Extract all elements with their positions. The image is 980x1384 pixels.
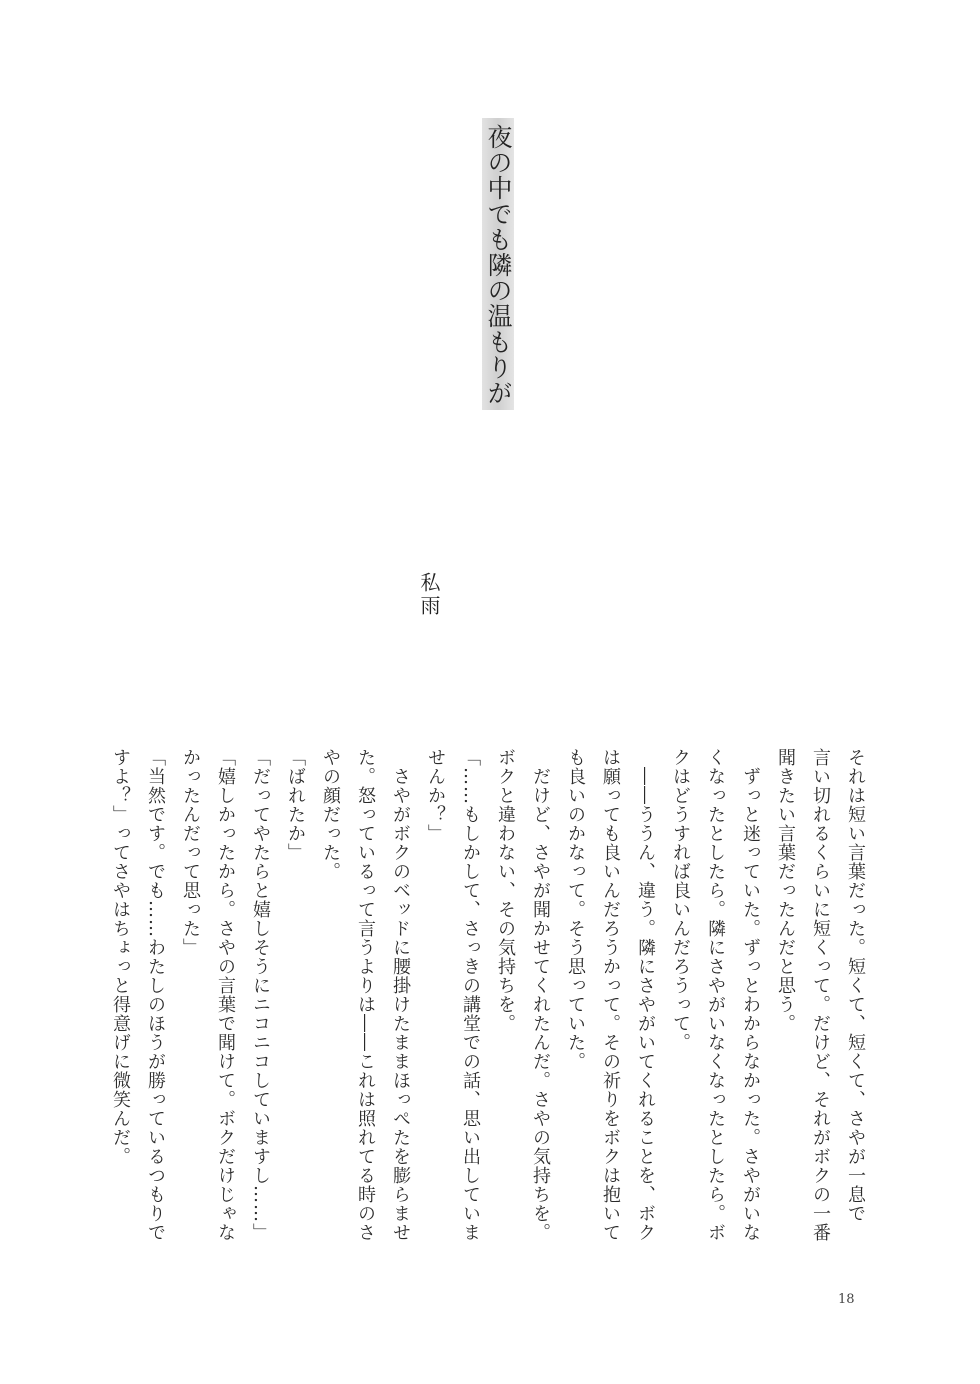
story-title: 夜の中でも隣の温もりが: [482, 118, 514, 410]
text-line: も良いのかなって。そう思っていた。: [565, 748, 586, 1071]
text-line: すよ？」ってさやはちょっと得意げに微笑んだ。: [110, 748, 131, 1166]
text-line: くなったとしたら。隣にさやがいなくなったとしたら。ボ: [705, 748, 726, 1242]
text-line: やの顔だった。: [320, 748, 341, 881]
text-line: ずっと迷っていた。ずっとわからなかった。さやがいな: [740, 748, 761, 1242]
text-line: だけど、さやが聞かせてくれたんだ。さやの気持ちを。: [530, 748, 551, 1242]
text-line: それは短い言葉だった。短くて、短くて、さやが一息で: [845, 748, 866, 1223]
text-line: 「嬉しかったから。さやの言葉で聞けて。ボクだけじゃな: [215, 748, 236, 1242]
page-number: 18: [838, 1292, 855, 1307]
text-line: は願っても良いんだろうかって。その祈りをボクは抱いて: [600, 748, 621, 1242]
author-name: 私雨: [417, 572, 441, 618]
text-line: 「……もしかして、さっきの講堂での話、思い出していま: [460, 748, 481, 1242]
text-line: せんか？」: [425, 748, 446, 843]
text-line: 「ばれたか」: [285, 748, 306, 862]
text-line: ――ううん、違う。隣にさやがいてくれることを、ボク: [635, 748, 656, 1242]
text-line: かったんだって思った」: [180, 748, 201, 957]
text-line: 「当然です。でも……わたしのほうが勝っているつもりで: [145, 748, 166, 1242]
text-line: 聞きたい言葉だったんだと思う。: [775, 748, 796, 1033]
text-line: 言い切れるくらいに短くって。だけど、それがボクの一番: [810, 748, 831, 1242]
text-line: 「だってやたらと嬉しそうにニコニコしていますし……」: [250, 748, 271, 1242]
text-line: た。怒っているって言うよりは――これは照れてる時のさ: [355, 748, 376, 1242]
text-line: ボクと違わない、その気持ちを。: [495, 748, 516, 1033]
body-text: [103, 748, 873, 1268]
text-line: クはどうすれば良いんだろうって。: [670, 748, 691, 1052]
text-line: さやがボクのベッドに腰掛けたままほっぺたを膨らませ: [390, 748, 411, 1242]
